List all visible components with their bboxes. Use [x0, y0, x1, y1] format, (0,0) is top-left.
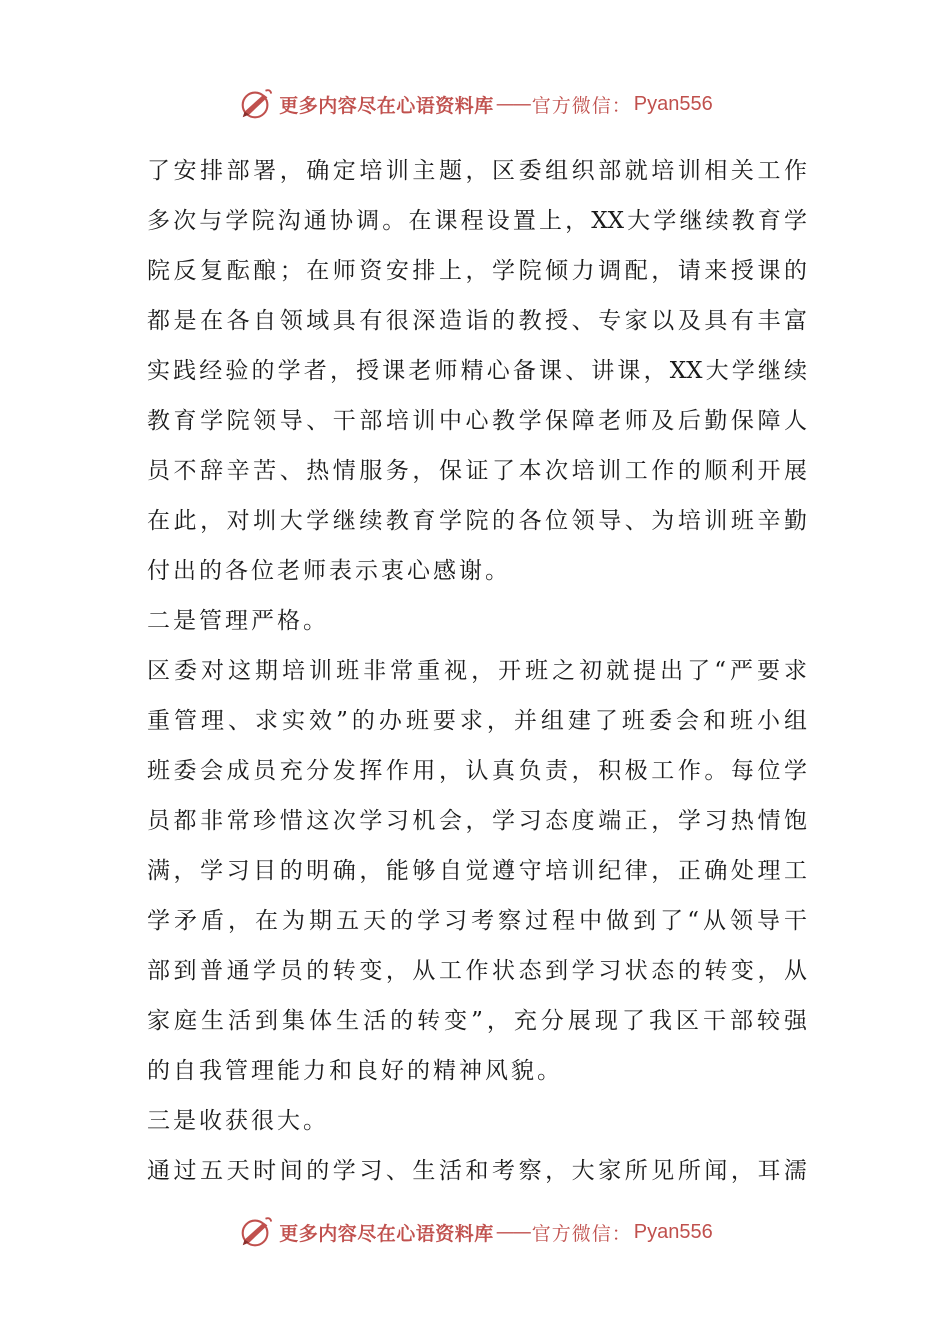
text-line: 教育学院领导、干部培训中心教学保障老师及后勤保障人	[147, 408, 807, 434]
text-line: 的自我管理能力和良好的精神风貌。	[147, 1058, 563, 1084]
text-line: 院反复酝酿；在师资安排上，学院倾力调配，请来授课的	[147, 258, 807, 284]
text-line: 学矛盾，在为期五天的学习考察过程中做到了“从领导干	[147, 908, 807, 934]
banner-dash: ——	[495, 1221, 530, 1243]
text-line: 付出的各位老师表示衷心感谢。	[147, 558, 511, 584]
text-line: 满，学习目的明确，能够自觉遵守培训纪律，正确处理工	[147, 858, 807, 884]
text-line: 在此，对圳大学继续教育学院的各位领导、为培训班辛勤	[147, 508, 807, 534]
text-line: 实践经验的学者，授课老师精心备课、讲课，XX大学继续	[147, 358, 807, 384]
text-line: 班委会成员充分发挥作用，认真负责，积极工作。每位学	[147, 758, 807, 784]
section-heading: 二是管理严格。	[147, 608, 329, 634]
text-line: 区委对这期培训班非常重视，开班之初就提出了“严要求	[147, 658, 807, 684]
text-line: 重管理、求实效”的办班要求，并组建了班委会和班小组	[147, 708, 807, 734]
document-body	[147, 146, 807, 1196]
banner-wechat-id: Pyan556	[633, 92, 713, 115]
pen-logo-icon	[237, 1213, 275, 1251]
text-line: 了安排部署，确定培训主题，区委组织部就培训相关工作	[147, 158, 807, 184]
section-heading: 三是收获很大。	[147, 1108, 329, 1134]
header-banner	[0, 84, 950, 124]
text-line: 员不辞辛苦、热情服务，保证了本次培训工作的顺利开展	[147, 458, 807, 484]
banner-wechat-id: Pyan556	[633, 1220, 713, 1243]
pen-logo-icon	[237, 85, 275, 123]
text-line: 通过五天时间的学习、生活和考察，大家所见所闻，耳濡	[147, 1158, 807, 1184]
banner-dash: ——	[495, 93, 530, 115]
text-line: 家庭生活到集体生活的转变”，充分展现了我区干部较强	[147, 1008, 807, 1034]
text-line: 员都非常珍惜这次学习机会，学习态度端正，学习热情饱	[147, 808, 807, 834]
footer-banner	[0, 1212, 950, 1252]
banner-text: 更多内容尽在心语资料库	[279, 1222, 494, 1245]
text-line: 多次与学院沟通协调。在课程设置上，XX大学继续教育学	[147, 208, 807, 234]
banner-wechat-label: 官方微信：	[531, 94, 632, 117]
banner-wechat-label: 官方微信：	[531, 1222, 632, 1245]
text-line: 部到普通学员的转变，从工作状态到学习状态的转变，从	[147, 958, 807, 984]
text-line: 都是在各自领域具有很深造诣的教授、专家以及具有丰富	[147, 308, 807, 334]
banner-text: 更多内容尽在心语资料库	[279, 94, 494, 117]
